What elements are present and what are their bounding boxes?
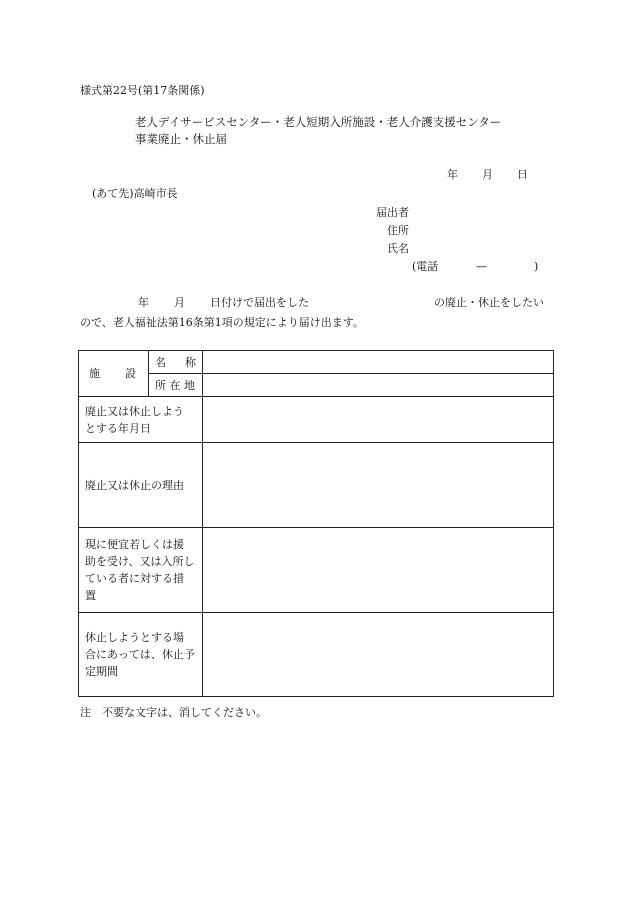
measures-line: ている者に対する措 bbox=[85, 572, 184, 585]
location-label-cell bbox=[149, 374, 203, 397]
name-char: 称 bbox=[185, 355, 196, 369]
closure-date-line: とする年月日 bbox=[85, 421, 151, 435]
phone-close: ) bbox=[534, 260, 539, 273]
table-row bbox=[79, 613, 554, 697]
body-month-label: 月 bbox=[174, 296, 185, 309]
footnote: 注 不要な文字は、消してください。 bbox=[80, 706, 267, 719]
body-line-2: ので、老人福祉法第16条第1項の規定により届け出ます。 bbox=[80, 316, 364, 329]
table-row bbox=[79, 374, 554, 397]
notifier-name-label: 氏名 bbox=[387, 242, 409, 255]
date-day-label: 日 bbox=[517, 168, 528, 181]
suspension-period-field[interactable] bbox=[203, 613, 554, 697]
suspension-period-line: 合にあっては、休止予 bbox=[85, 648, 195, 661]
name-label-cell bbox=[149, 351, 203, 374]
measures-line: 現に便宜若しくは援 bbox=[85, 538, 184, 551]
facility-location-field[interactable] bbox=[203, 374, 554, 397]
date-year-label: 年 bbox=[447, 168, 458, 181]
measures-label-cell bbox=[79, 528, 203, 613]
facility-name-field[interactable] bbox=[203, 351, 554, 374]
facility-form-table bbox=[78, 350, 554, 697]
suspension-period-label-cell bbox=[79, 613, 203, 697]
name-char: 名 bbox=[155, 355, 166, 369]
phone-open: (電話 bbox=[412, 260, 439, 273]
table-row bbox=[79, 528, 554, 613]
phone-dash: — bbox=[476, 260, 487, 273]
suspension-period-line: 定期間 bbox=[85, 665, 118, 678]
body-day-text: 日付けで届出をした bbox=[210, 296, 309, 309]
closure-reason-label: 廃止又は休止の理由 bbox=[85, 478, 184, 492]
closure-date-line: 廃止又は休止しよう bbox=[85, 404, 184, 418]
measures-field[interactable] bbox=[203, 528, 554, 613]
facility-char: 設 bbox=[125, 367, 136, 380]
measures-line: 助を受け、又は入所し bbox=[85, 555, 195, 568]
body-year-label: 年 bbox=[138, 296, 149, 309]
closure-date-field[interactable] bbox=[203, 397, 554, 443]
measures-line: 置 bbox=[85, 589, 96, 602]
closure-reason-field[interactable] bbox=[203, 443, 554, 528]
table-row bbox=[79, 351, 554, 374]
closure-reason-label-cell bbox=[79, 443, 203, 528]
suspension-period-line: 休止しようとする場 bbox=[85, 631, 184, 644]
closure-date-label-cell bbox=[79, 397, 203, 443]
table-row bbox=[79, 443, 554, 528]
title-line-1: 老人デイサービスセンター・老人短期入所施設・老人介護支援センター bbox=[135, 115, 502, 129]
date-month-label: 月 bbox=[482, 168, 493, 181]
form-number: 様式第22号(第17条関係) bbox=[80, 84, 205, 97]
location-label: 所 在 地 bbox=[155, 378, 195, 392]
addressee: (あて先)高崎市長 bbox=[92, 187, 178, 200]
notifier-address-label: 住所 bbox=[387, 224, 409, 237]
body-trailing: の廃止・休止をしたい bbox=[434, 296, 544, 309]
table-row bbox=[79, 397, 554, 443]
notifier-label: 届出者 bbox=[376, 206, 409, 219]
facility-label-cell bbox=[79, 351, 149, 397]
facility-char: 施 bbox=[89, 367, 100, 380]
title-line-2: 事業廃止・休止届 bbox=[135, 132, 227, 146]
